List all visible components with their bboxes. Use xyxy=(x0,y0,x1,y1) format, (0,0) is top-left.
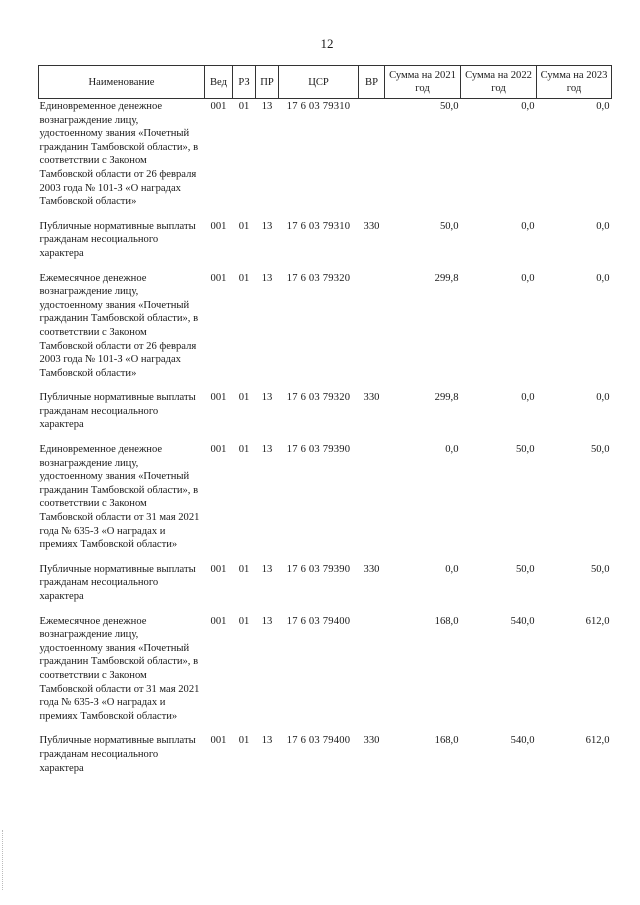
table-header xyxy=(39,66,612,99)
cell-vr: 330 xyxy=(363,563,380,575)
cell-sum-2023: 612,0 xyxy=(585,615,610,627)
cell-sum-2022: 0,0 xyxy=(521,392,535,404)
cell-pr: 13 xyxy=(261,444,273,456)
cell-sum-2022: 540,0 xyxy=(510,615,535,627)
cell-pr: 13 xyxy=(261,392,273,404)
cell-rz: 01 xyxy=(238,615,250,627)
cell-sum-2023: 0,0 xyxy=(596,392,610,404)
cell-sum-2021: 50,0 xyxy=(439,101,459,112)
cell-csr: 17 6 03 79400 xyxy=(286,735,351,747)
cell-name: Ежемесячное денежное вознаграждение лицу, удостоенному звания «Почетный гражданин Тамбовской области», в соответствии с Законом Тамбовской области от 31 мая 2021 года № 635-З «О наградах и премиях Тамбовской области» xyxy=(39,615,200,722)
header-sum-2022: Сумма на 2022 год xyxy=(461,66,537,99)
cell-pr: 13 xyxy=(261,220,273,232)
cell-sum-2022: 50,0 xyxy=(515,563,535,575)
cell-vr: 330 xyxy=(363,735,380,747)
cell-sum-2022: 0,0 xyxy=(521,220,535,232)
cell-sum-2023: 0,0 xyxy=(596,272,610,284)
cell-sum-2022: 540,0 xyxy=(510,735,535,747)
cell-sum-2021: 0,0 xyxy=(445,563,459,575)
cell-ved: 001 xyxy=(210,615,227,627)
cell-pr: 13 xyxy=(261,615,273,627)
cell-ved: 001 xyxy=(210,272,227,284)
cell-csr: 17 6 03 79320 xyxy=(286,272,351,284)
cell-vr xyxy=(359,441,385,561)
cell-sum-2021: 299,8 xyxy=(434,392,459,404)
header-ved: Вед xyxy=(205,66,233,99)
cell-vr xyxy=(359,99,385,218)
cell-rz: 01 xyxy=(238,563,250,575)
cell-rz: 01 xyxy=(238,101,250,112)
table-row xyxy=(39,270,612,390)
header-csr: ЦСР xyxy=(279,66,359,99)
cell-sum-2022: 0,0 xyxy=(521,272,535,284)
cell-vr xyxy=(359,613,385,733)
page-number: 12 xyxy=(320,36,334,51)
cell-sum-2021: 0,0 xyxy=(445,444,459,456)
cell-sum-2023: 0,0 xyxy=(596,220,610,232)
cell-ved: 001 xyxy=(210,392,227,404)
cell-name: Публичные нормативные выплаты гражданам несоциального характера xyxy=(39,220,196,259)
cell-name: Публичные нормативные выплаты гражданам несоциального характера xyxy=(39,735,196,774)
cell-sum-2021: 168,0 xyxy=(434,615,459,627)
cell-csr: 17 6 03 79310 xyxy=(286,101,351,112)
cell-sum-2021: 168,0 xyxy=(434,735,459,747)
table-row xyxy=(39,389,612,441)
table-row xyxy=(39,218,612,270)
cell-ved: 001 xyxy=(210,220,227,232)
header-rz: РЗ xyxy=(233,66,256,99)
cell-name: Единовременное денежное вознаграждение лицу, удостоенному звания «Почетный гражданин Тамбовской области», в соответствии с Законом Тамбовской области от 26 февраля 2003 года № 101-З «О наградах Тамбовской области» xyxy=(39,101,199,208)
cell-sum-2023: 0,0 xyxy=(596,101,610,112)
cell-ved: 001 xyxy=(210,735,227,747)
cell-rz: 01 xyxy=(238,735,250,747)
cell-name: Ежемесячное денежное вознаграждение лицу, удостоенному звания «Почетный гражданин Тамбовской области», в соответствии с Законом Тамбовской области от 26 февраля 2003 года № 101-З «О наградах Тамбовской области» xyxy=(39,272,199,379)
cell-csr: 17 6 03 79390 xyxy=(286,444,351,456)
cell-pr: 13 xyxy=(261,101,273,112)
header-sum-2021: Сумма на 2021 год xyxy=(385,66,461,99)
cell-rz: 01 xyxy=(238,392,250,404)
cell-rz: 01 xyxy=(238,272,250,284)
cell-sum-2022: 50,0 xyxy=(515,444,535,456)
header-sum-2023: Сумма на 2023 год xyxy=(537,66,612,99)
cell-csr: 17 6 03 79310 xyxy=(286,220,351,232)
cell-sum-2023: 50,0 xyxy=(590,444,610,456)
cell-sum-2023: 612,0 xyxy=(585,735,610,747)
header-name: Наименование xyxy=(39,66,205,99)
cell-pr: 13 xyxy=(261,272,273,284)
cell-name: Публичные нормативные выплаты гражданам несоциального характера xyxy=(39,563,196,602)
scan-edge-mark xyxy=(2,830,4,890)
cell-rz: 01 xyxy=(238,444,250,456)
cell-sum-2021: 50,0 xyxy=(439,220,459,232)
cell-vr xyxy=(359,270,385,390)
cell-sum-2022: 0,0 xyxy=(521,101,535,112)
cell-ved: 001 xyxy=(210,101,227,112)
table-body xyxy=(39,99,612,785)
cell-name: Единовременное денежное вознаграждение лицу, удостоенному звания «Почетный гражданин Тамбовской области», в соответствии с Законом Тамбовской области от 31 мая 2021 года № 635-З «О наградах и премиях Тамбовской области» xyxy=(39,444,200,551)
budget-table xyxy=(38,65,612,784)
cell-name: Публичные нормативные выплаты гражданам несоциального характера xyxy=(39,392,196,431)
table-row xyxy=(39,561,612,613)
cell-rz: 01 xyxy=(238,220,250,232)
cell-ved: 001 xyxy=(210,444,227,456)
cell-vr: 330 xyxy=(363,220,380,232)
cell-csr: 17 6 03 79390 xyxy=(286,563,351,575)
table-row xyxy=(39,613,612,733)
cell-ved: 001 xyxy=(210,563,227,575)
cell-sum-2023: 50,0 xyxy=(590,563,610,575)
cell-pr: 13 xyxy=(261,735,273,747)
header-pr: ПР xyxy=(256,66,279,99)
table-row xyxy=(39,732,612,784)
cell-vr: 330 xyxy=(363,392,380,404)
cell-pr: 13 xyxy=(261,563,273,575)
header-vr: ВР xyxy=(359,66,385,99)
cell-csr: 17 6 03 79400 xyxy=(286,615,351,627)
cell-csr: 17 6 03 79320 xyxy=(286,392,351,404)
cell-sum-2021: 299,8 xyxy=(434,272,459,284)
table-row xyxy=(39,441,612,561)
table-row xyxy=(39,99,612,218)
